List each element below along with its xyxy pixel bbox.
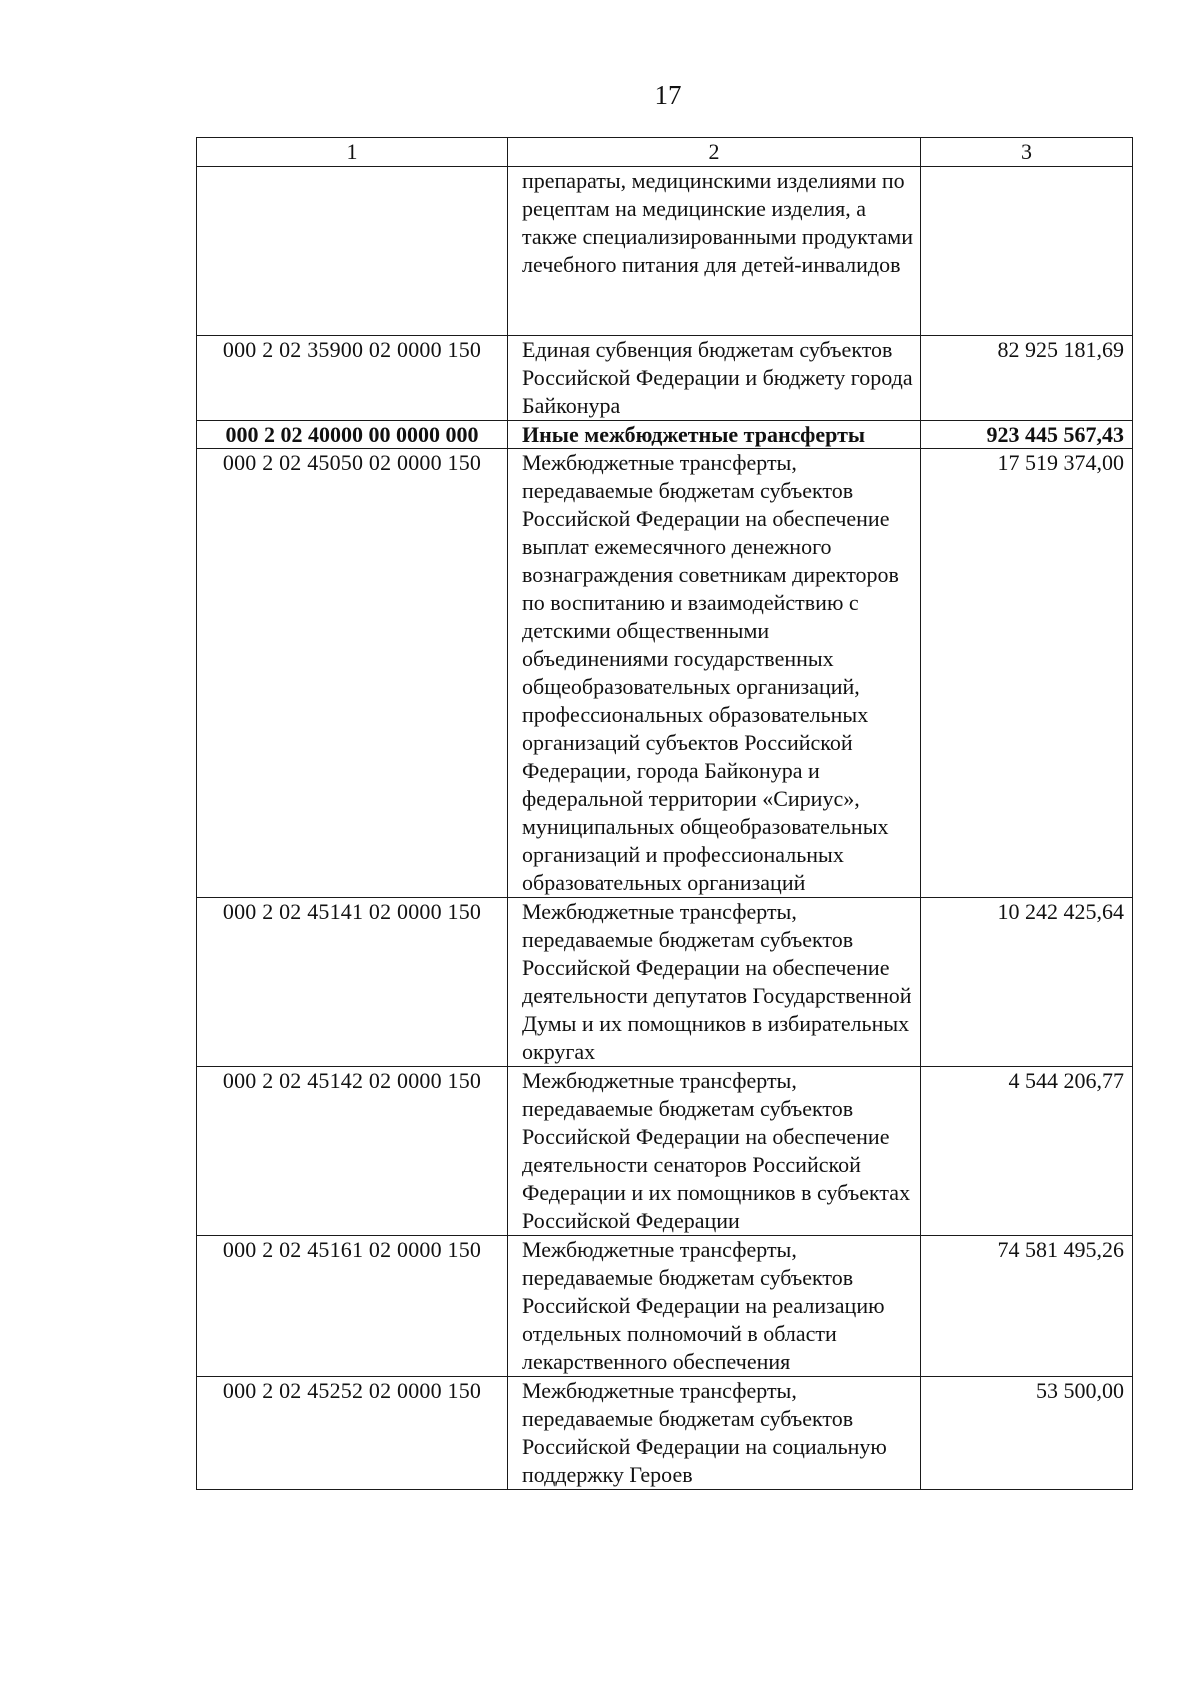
row-description: Межбюджетные трансферты, передаваемые бюджетам субъектов Российской Федерации на обеспечение деятельности сенаторов Российской Федерации и их помощников в субъектах Российской Федерации	[508, 1067, 921, 1236]
row-code	[197, 167, 508, 336]
row-code: 000 2 02 45142 02 0000 150	[197, 1067, 508, 1236]
row-amount: 53 500,00	[921, 1377, 1133, 1490]
column-header-2: 2	[508, 138, 921, 167]
table-row	[197, 167, 1133, 336]
row-code: 000 2 02 45252 02 0000 150	[197, 1377, 508, 1490]
row-amount: 74 581 495,26	[921, 1236, 1133, 1377]
row-description: Межбюджетные трансферты, передаваемые бюджетам субъектов Российской Федерации на обеспечение выплат ежемесячного денежного вознаграждения советникам директоров по воспитанию и взаимодействию с детскими общественными объединениями государственных общеобразовательных организаций, профессиональных образовательных организаций субъектов Российской Федерации, города Байконура и федеральной территории «Сириус», муниципальных общеобразовательных организаций и профессиональных образовательных организаций	[508, 449, 921, 898]
row-code: 000 2 02 45161 02 0000 150	[197, 1236, 508, 1377]
table-row	[197, 336, 1133, 421]
row-code: 000 2 02 40000 00 0000 000	[197, 421, 508, 449]
page-number: 17	[654, 80, 682, 110]
row-description: Иные межбюджетные трансферты	[508, 421, 921, 449]
row-description: Межбюджетные трансферты, передаваемые бюджетам субъектов Российской Федерации на реализацию отдельных полномочий в области лекарственного обеспечения	[508, 1236, 921, 1377]
table-row-total	[197, 421, 1133, 449]
table-row	[197, 1067, 1133, 1236]
row-description: Межбюджетные трансферты, передаваемые бюджетам субъектов Российской Федерации на обеспечение деятельности депутатов Государственной Думы и их помощников в избирательных округах	[508, 898, 921, 1067]
row-description: Единая субвенция бюджетам субъектов Российской Федерации и бюджету города Байконура	[508, 336, 921, 421]
budget-table	[196, 137, 1133, 1490]
column-header-1: 1	[197, 138, 508, 167]
row-amount: 4 544 206,77	[921, 1067, 1133, 1236]
table-row	[197, 1236, 1133, 1377]
column-header-3: 3	[921, 138, 1133, 167]
table-header-row	[197, 138, 1133, 167]
row-amount	[921, 167, 1133, 336]
row-amount: 10 242 425,64	[921, 898, 1133, 1067]
table-row	[197, 898, 1133, 1067]
row-code: 000 2 02 35900 02 0000 150	[197, 336, 508, 421]
row-description: препараты, медицинскими изделиями по рецептам на медицинские изделия, а также специализированными продуктами лечебного питания для детей-инвалидов	[508, 167, 921, 336]
row-amount: 17 519 374,00	[921, 449, 1133, 898]
row-code: 000 2 02 45050 02 0000 150	[197, 449, 508, 898]
row-amount: 923 445 567,43	[921, 421, 1133, 449]
row-code: 000 2 02 45141 02 0000 150	[197, 898, 508, 1067]
row-description: Межбюджетные трансферты, передаваемые бюджетам субъектов Российской Федерации на социальную поддержку Героев	[508, 1377, 921, 1490]
table-row	[197, 1377, 1133, 1490]
row-amount: 82 925 181,69	[921, 336, 1133, 421]
table-row	[197, 449, 1133, 898]
